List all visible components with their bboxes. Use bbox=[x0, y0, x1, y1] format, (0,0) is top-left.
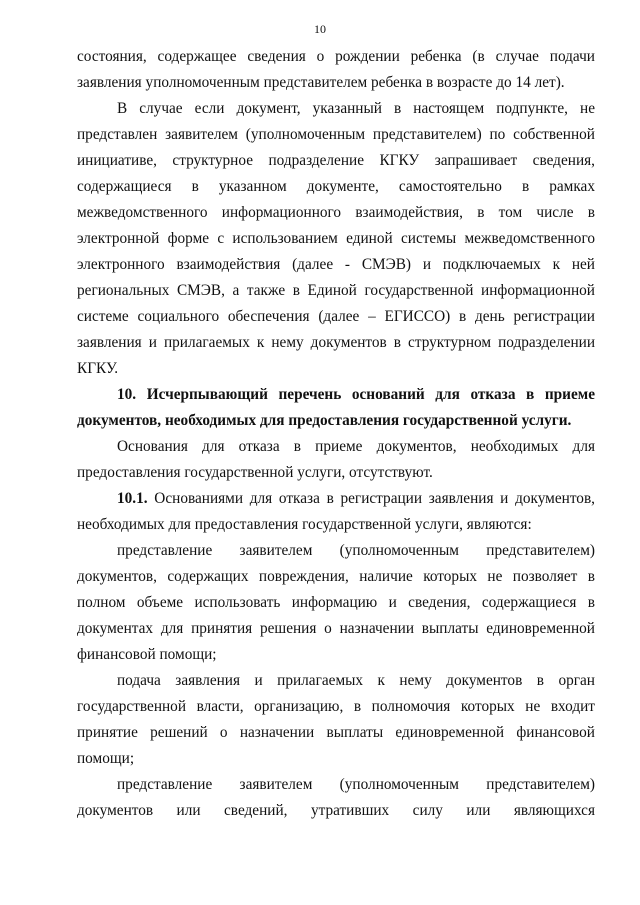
section-heading-10: 10. Исчерпывающий перечень оснований для отказа в приеме документов, необходимых для предоставления государственной услуги. bbox=[77, 386, 595, 429]
clause-text: Основаниями для отказа в регистрации заявления и документов, необходимых для предоставления государственной услуги, являются: bbox=[77, 490, 595, 533]
list-item-damaged-documents: представление заявителем (уполномоченным представителем) документов, содержащих повреждения, наличие которых не позволяет в полном объеме использовать информацию и сведения, содержащиеся в документах для принятия решения о назначении выплаты единовременной финансовой помощи; bbox=[77, 542, 595, 663]
paragraph-smev-request: В случае если документ, указанный в настоящем подпункте, не представлен заявителем (уполномоченным представителем) по собственной инициативе, структурное подразделение КГКУ запрашивает сведения, содержащиеся в указанном документе, самостоятельно в рамках межведомственного информационного взаимодействия, в том числе в электронной форме с использованием единой системы межведомственного электронного взаимодействия (далее - СМЭВ) и подключаемых к ней региональных СМЭВ, а также в Единой государственной информационной системе социального обеспечения (далее – ЕГИССО) в день регистрации заявления и прилагаемых к нему документов в структурном подразделении КГКУ. bbox=[77, 100, 595, 377]
list-item-wrong-authority: подача заявления и прилагаемых к нему документов в орган государственной власти, организацию, в полномочия которых не входит принятие решений о назначении выплаты единовременной финансовой помощи; bbox=[77, 672, 595, 767]
paragraph-10-1 bbox=[77, 486, 595, 538]
clause-number: 10.1. bbox=[117, 490, 148, 507]
document-body bbox=[77, 44, 595, 824]
page-number: 10 bbox=[314, 22, 326, 36]
paragraph-continuation: состояния, содержащее сведения о рождении ребенка (в случае подачи заявления уполномоченным представителем ребенка в возрасте до 14 лет). bbox=[77, 48, 595, 91]
paragraph-no-grounds: Основания для отказа в приеме документов, необходимых для предоставления государственной услуги, отсутствуют. bbox=[77, 438, 595, 481]
list-item-invalid-documents: представление заявителем (уполномоченным представителем) документов или сведений, утративших силу или являющихся bbox=[77, 776, 595, 819]
